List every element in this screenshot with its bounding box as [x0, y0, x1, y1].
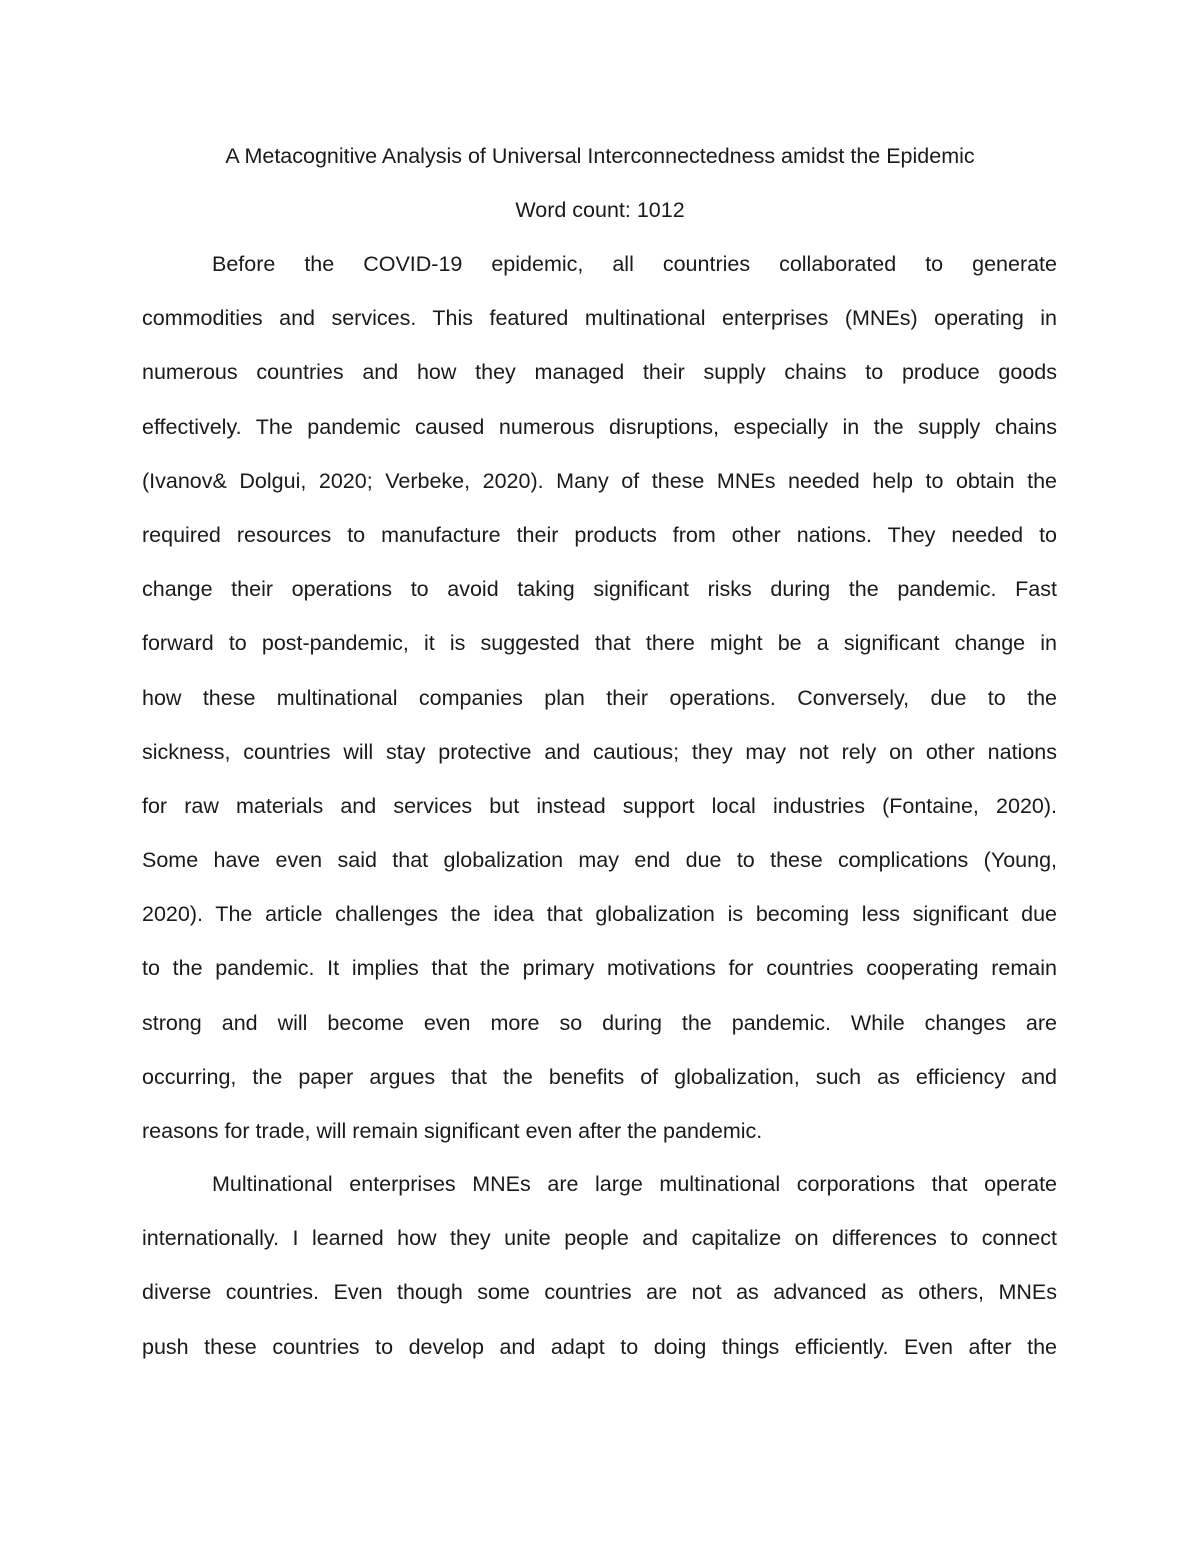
paragraph-1: [142, 250, 1057, 1171]
paragraph-line: effectively. The pandemic caused numerous disruptions, especially in the supply chains: [142, 414, 1057, 439]
document-title: A Metacognitive Analysis of Universal Interconnectedness amidst the Epidemic: [225, 144, 975, 168]
paragraph-line: Multinational enterprises MNEs are large multinational corporations that operate: [212, 1172, 1057, 1196]
paragraph-line: Before the COVID-19 epidemic, all countries collaborated to generate: [212, 252, 1057, 276]
paragraph-line: numerous countries and how they managed their supply chains to produce goods: [142, 360, 1057, 385]
paragraph-2: [142, 1170, 1057, 1387]
paragraph-line: commodities and services. This featured multinational enterprises (MNEs) operating in: [142, 306, 1057, 331]
paragraph-line: sickness, countries will stay protective and cautious; they may not rely on other nations: [142, 739, 1057, 764]
paragraph-line: change their operations to avoid taking significant risks during the pandemic. Fast: [142, 577, 1057, 602]
paragraph-line: reasons for trade, will remain significant even after the pandemic.: [142, 1119, 763, 1143]
paragraph-line: internationally. I learned how they unite people and capitalize on differences to connect: [142, 1226, 1057, 1251]
paragraph-line: diverse countries. Even though some countries are not as advanced as others, MNEs: [142, 1280, 1057, 1305]
paragraph-line: strong and will become even more so during the pandemic. While changes are: [142, 1010, 1057, 1035]
paragraph-line: to the pandemic. It implies that the primary motivations for countries cooperating remain: [142, 956, 1057, 981]
paragraph-line: required resources to manufacture their products from other nations. They needed to: [142, 522, 1057, 547]
paragraph-line: for raw materials and services but instead support local industries (Fontaine, 2020).: [142, 793, 1057, 818]
paragraph-line: occurring, the paper argues that the benefits of globalization, such as efficiency and: [142, 1064, 1057, 1089]
paragraph-line: 2020). The article challenges the idea that globalization is becoming less significant due: [142, 902, 1057, 927]
paragraph-line: how these multinational companies plan their operations. Conversely, due to the: [142, 685, 1057, 710]
word-count: Word count: 1012: [515, 198, 685, 222]
paragraph-line: push these countries to develop and adapt to doing things efficiently. Even after the: [142, 1334, 1057, 1359]
paragraph-line: (Ivanov& Dolgui, 2020; Verbeke, 2020). Many of these MNEs needed help to obtain the: [142, 468, 1057, 493]
paragraph-line: forward to post-pandemic, it is suggested that there might be a significant change in: [142, 631, 1057, 656]
paragraph-line: Some have even said that globalization may end due to these complications (Young,: [142, 848, 1057, 873]
